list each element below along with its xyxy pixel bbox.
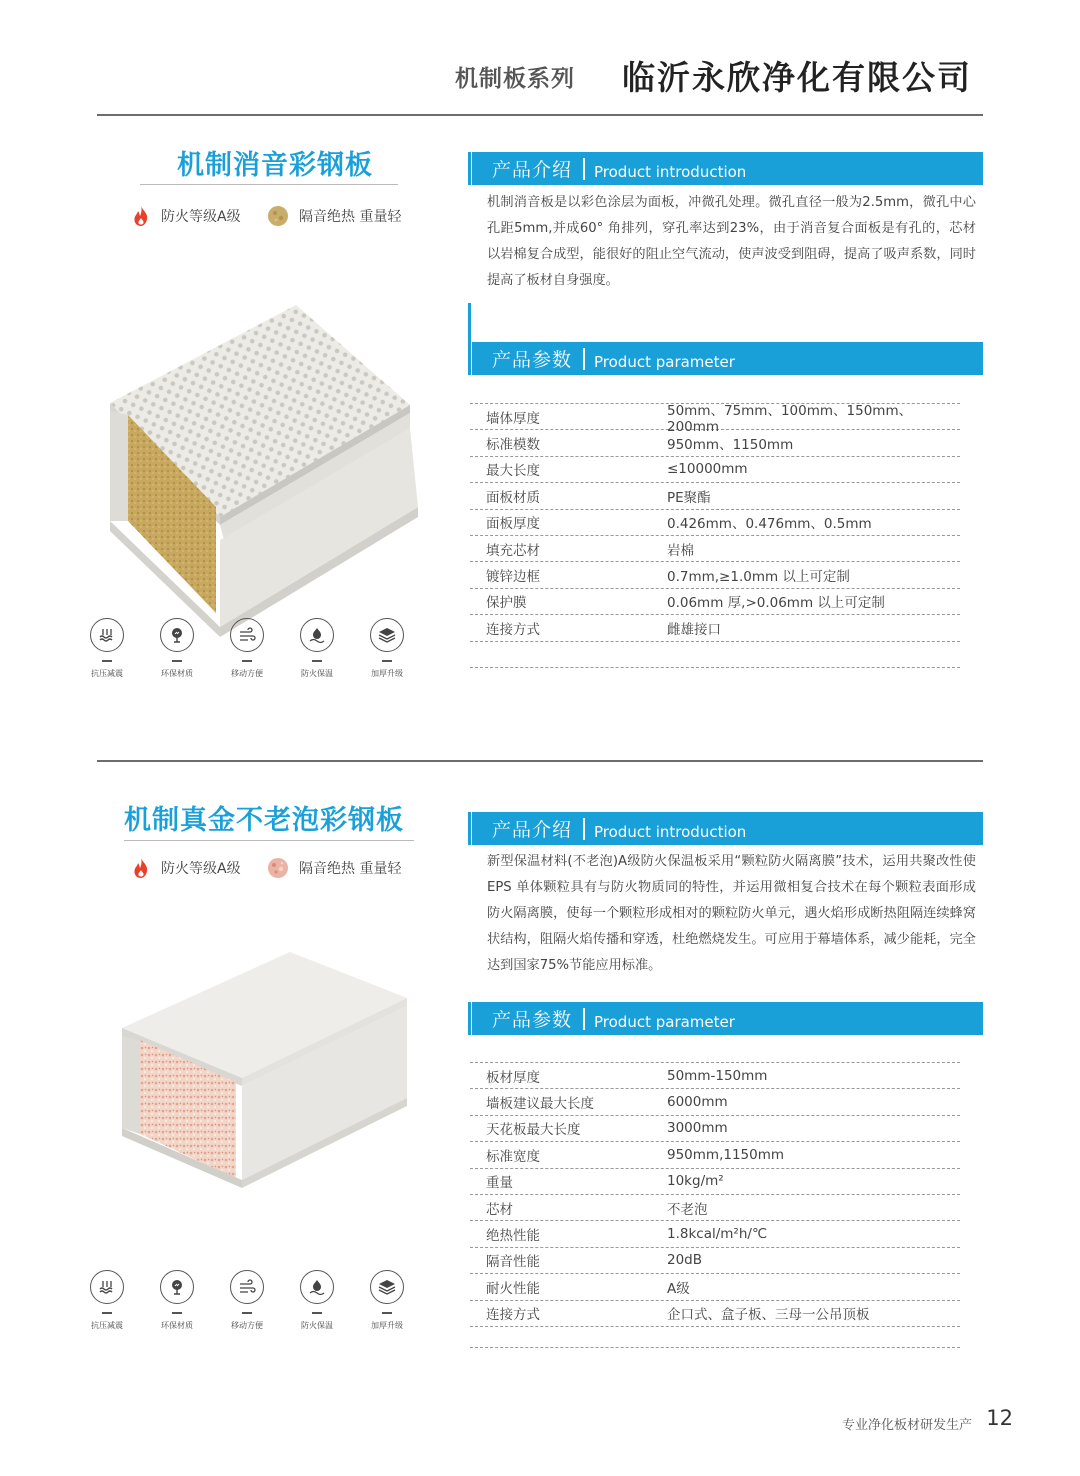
table-row <box>470 562 960 588</box>
param-value: 岩棉 <box>667 542 694 559</box>
param-name: 镀锌边框 <box>486 569 540 586</box>
param-value: 950mm、1150mm <box>667 437 794 454</box>
param-heading-zh: 产品参数 <box>492 1009 573 1031</box>
table-row <box>470 1063 960 1089</box>
param-heading-zh: 产品参数 <box>492 349 573 371</box>
table-row <box>470 589 960 615</box>
table-row <box>470 1221 960 1247</box>
param-name: 保护膜 <box>486 595 527 612</box>
table-row <box>470 615 960 641</box>
rockwool-dot-icon <box>267 205 289 227</box>
feature-icon-label: 抗压减震 <box>91 1320 123 1330</box>
feature-icons-row <box>72 618 422 679</box>
feature-icon-label: 环保材质 <box>161 668 193 678</box>
feature-sound <box>267 857 401 879</box>
section-divider <box>97 760 983 762</box>
param-value: 1.8kcal/m²h/℃ <box>667 1226 768 1243</box>
title-underline <box>140 184 398 185</box>
intro-heading-zh: 产品介绍 <box>492 819 573 841</box>
table-row <box>470 1089 960 1115</box>
param-heading-en: Product parameter <box>594 352 735 371</box>
feature-fire <box>131 205 241 227</box>
table-row <box>470 457 960 483</box>
intro-text: 新型保温材料(不老泡)A级防火保温板采用“颗粒防火隔离膜”技术，运用共聚改性使EPS 单体颗粒具有与防火物质同的特性，并运用微相复合技术在每个颗粒表面形成防火隔离膜，使每一个颗粒形成相对的颗粒防火单元，遇火焰形成断热阻隔连续蜂窝状结构，阻隔火焰传播和穿透，杜绝燃烧发生。可应用于幕墙体系，减少能耗，完全达到国家75%节能应用标准。 <box>487 854 976 973</box>
foam-dot-icon <box>267 857 289 879</box>
feature-icon-item <box>212 1270 282 1331</box>
param-name: 重量 <box>486 1175 513 1192</box>
feature-label: 隔音绝热 重量轻 <box>299 209 402 225</box>
pressure-icon <box>90 618 124 652</box>
intro-heading-en: Product introduction <box>594 822 747 841</box>
wind-move-icon <box>230 1270 264 1304</box>
param-name: 芯材 <box>486 1201 513 1218</box>
table-row <box>470 536 960 562</box>
param-name: 隔音性能 <box>486 1254 540 1271</box>
table-row <box>470 1195 960 1221</box>
param-table <box>470 403 960 668</box>
table-row <box>470 1116 960 1142</box>
intro-section <box>472 152 983 185</box>
intro-heading-bar <box>472 152 983 185</box>
feature-icon-item <box>352 618 422 679</box>
product-title: 机制消音彩钢板 <box>177 150 373 181</box>
table-row <box>470 430 960 456</box>
param-value: 20dB <box>667 1252 703 1269</box>
param-value: 50mm-150mm <box>667 1067 768 1084</box>
feature-icon-item <box>142 1270 212 1331</box>
feature-icon-label: 加厚升级 <box>371 668 403 678</box>
param-value: 不老泡 <box>667 1201 708 1218</box>
param-heading-bar <box>472 1002 983 1035</box>
foam-panel-image <box>112 948 412 1188</box>
layers-icon <box>370 1270 404 1304</box>
param-name: 连接方式 <box>486 1307 540 1324</box>
param-value: 50mm、75mm、100mm、150mm、200mm <box>667 402 913 435</box>
series-title: 机制板系列 <box>455 65 575 92</box>
feature-icon-item <box>212 618 282 679</box>
param-name: 标准宽度 <box>486 1148 540 1165</box>
param-name: 板材厚度 <box>486 1069 540 1086</box>
param-name: 天花板最大长度 <box>486 1122 581 1139</box>
param-value: 雌雄接口 <box>667 621 721 638</box>
intro-text: 机制消音板是以彩色涂层为面板，冲微孔处理。微孔直径一般为2.5mm，微孔中心孔距5mm,并成60° 角排列，穿孔率达到23%，由于消音复合面板是有孔的，芯材以岩棉复合成型，能很好的阻止空气流动，使声波受到阻碍，提高了吸声系数，同时提高了板材自身强度。 <box>487 195 976 288</box>
feature-label: 防火等级A级 <box>161 209 241 225</box>
intro-section <box>472 812 983 845</box>
flame-icon <box>131 857 151 879</box>
feature-icon-label: 抗压减震 <box>91 668 123 678</box>
feature-label: 隔音绝热 重量轻 <box>299 861 402 877</box>
param-value: 3000mm <box>667 1120 728 1137</box>
intro-heading-bar <box>472 812 983 845</box>
feature-fire <box>131 857 241 879</box>
param-value: A级 <box>667 1280 690 1297</box>
flame-icon <box>131 205 151 227</box>
product-title: 机制真金不老泡彩钢板 <box>124 805 404 836</box>
feature-icon-item <box>72 618 142 679</box>
eco-tree-icon <box>160 1270 194 1304</box>
table-row-empty <box>470 1327 960 1348</box>
feature-icons-row <box>72 1270 422 1331</box>
table-row <box>470 1169 960 1195</box>
param-value: PE聚酯 <box>667 489 711 506</box>
param-section <box>472 1002 983 1035</box>
company-name: 临沂永欣净化有限公司 <box>622 58 972 97</box>
table-row <box>470 402 960 435</box>
feature-icon-label: 移动方便 <box>231 1320 263 1330</box>
feature-icon-label: 移动方便 <box>231 668 263 678</box>
feature-icon-item <box>72 1270 142 1331</box>
table-row <box>470 510 960 536</box>
param-value: 6000mm <box>667 1094 728 1111</box>
feature-icon-label: 环保材质 <box>161 1320 193 1330</box>
param-heading-en: Product parameter <box>594 1012 735 1031</box>
intro-heading-zh: 产品介绍 <box>492 159 573 181</box>
feature-label: 防火等级A级 <box>161 861 241 877</box>
intro-heading-en: Product introduction <box>594 162 747 181</box>
param-value: ≤10000mm <box>667 461 748 478</box>
perforated-panel-image <box>100 295 430 660</box>
param-value: 0.06mm 厚,>0.06mm 以上可定制 <box>667 595 885 612</box>
feature-icon-item <box>282 618 352 679</box>
feature-sound <box>267 205 401 227</box>
eco-tree-icon <box>160 618 194 652</box>
param-name: 墙板建议最大长度 <box>486 1096 594 1113</box>
param-name: 绝热性能 <box>486 1228 540 1245</box>
page-number: 12 <box>986 1406 1013 1430</box>
param-name: 面板厚度 <box>486 516 540 533</box>
feature-icon-label: 防火保温 <box>301 1320 333 1330</box>
table-row <box>470 1248 960 1274</box>
param-value: 950mm,1150mm <box>667 1146 785 1163</box>
param-table <box>470 1062 960 1348</box>
fire-insulation-icon <box>300 1270 334 1304</box>
feature-icon-item <box>352 1270 422 1331</box>
param-name: 连接方式 <box>486 621 540 638</box>
pressure-icon <box>90 1270 124 1304</box>
param-value: 企口式、盒子板、三母一公吊顶板 <box>667 1307 870 1324</box>
table-row <box>470 1142 960 1168</box>
param-name: 标准模数 <box>486 437 540 454</box>
table-row <box>470 1274 960 1300</box>
fire-insulation-icon <box>300 618 334 652</box>
param-section <box>472 342 983 375</box>
param-value: 0.7mm,≥1.0mm 以上可定制 <box>667 569 850 586</box>
feature-icon-item <box>282 1270 352 1331</box>
param-name: 填充芯材 <box>486 542 540 559</box>
param-value: 0.426mm、0.476mm、0.5mm <box>667 516 872 533</box>
param-name: 耐火性能 <box>486 1280 540 1297</box>
param-name: 最大长度 <box>486 463 540 480</box>
feature-icon-item <box>142 618 212 679</box>
table-row <box>470 483 960 509</box>
layers-icon <box>370 618 404 652</box>
title-underline <box>124 840 414 841</box>
feature-icon-label: 防火保温 <box>301 668 333 678</box>
param-value: 10kg/m² <box>667 1173 724 1190</box>
table-row-empty <box>470 642 960 668</box>
param-heading-bar <box>472 342 983 375</box>
param-name: 墙体厚度 <box>486 410 540 427</box>
param-name: 面板材质 <box>486 489 540 506</box>
table-row <box>470 1301 960 1327</box>
feature-icon-label: 加厚升级 <box>371 1320 403 1330</box>
wind-move-icon <box>230 618 264 652</box>
header-rule <box>97 114 983 116</box>
footer-tagline: 专业净化板材研发生产 <box>841 1418 972 1433</box>
